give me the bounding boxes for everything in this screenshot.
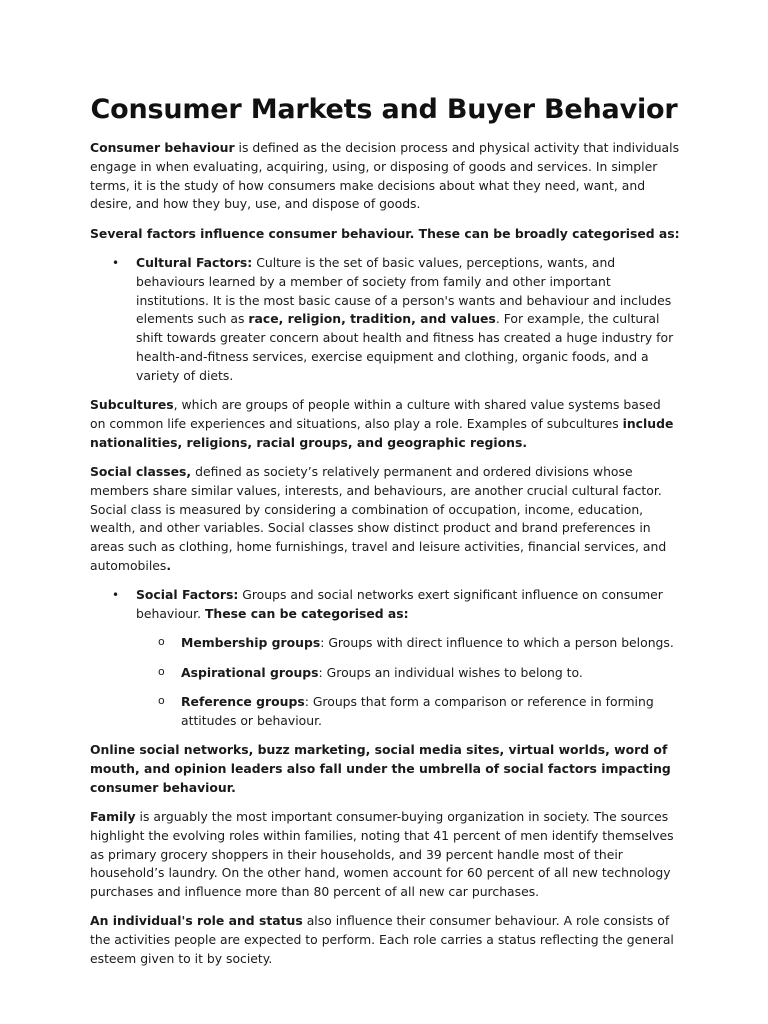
family-text: is arguably the most important consumer-buying organization in society. The sources highlight the evolving roles within families, noting that 41 percent of men identify themselves as primary grocery shoppers in their households, and 39 percent handle most of their household’s laundry. On the other hand, women account for 60 percent of all new technology purchases and influence more than 80 percent of all new car purchases. <box>90 808 674 900</box>
list-item-reference-groups <box>181 693 680 731</box>
subcultures-term: Subcultures <box>90 397 174 413</box>
subcultures-paragraph <box>90 396 680 452</box>
group-label: Membership groups <box>181 635 321 651</box>
family-paragraph <box>90 808 680 902</box>
social-classes-paragraph <box>90 463 680 576</box>
social-classes-text: defined as society’s relatively permanent and ordered divisions whose members share similar values, interests, and behaviours, are another crucial cultural factor. Social class is measured by considering a combination of occupation, income, education, wealth, and other variables. Social classes show distinct product and brand preferences in areas such as clothing, home furnishings, travel and leisure activities, financial services, and automobiles <box>90 463 667 573</box>
intro-paragraph <box>90 139 680 214</box>
group-text: : Groups an individual wishes to belong to. <box>318 664 583 680</box>
role-term: An individual's role and status <box>90 913 303 929</box>
role-text: also influence their consumer behaviour. A role consists of the activities people are expected to perform. Each role carries a status reflecting the general esteem given to it by society. <box>90 913 674 966</box>
intro-text: is defined as the decision process and physical activity that individuals engage in when evaluating, acquiring, using, or disposing of goods and services. In simpler terms, it is the study of how consumers make decisions about what they need, want, and desire, and how they buy, use, and dispose of goods. <box>90 140 680 212</box>
page-title: Consumer Markets and Buyer Behavior <box>90 94 678 125</box>
factors-heading: Several factors influence consumer behaviour. These can be broadly categorised as: <box>90 225 680 241</box>
social-text: Groups and social networks exert significant influence on consumer behaviour. <box>136 587 663 622</box>
social-classes-end: . <box>166 557 172 573</box>
subcultures-text: , which are groups of people within a culture with shared value systems based on common life experiences and situations, also play a role. Examples of subcultures <box>90 397 661 431</box>
list-item-membership-groups <box>181 634 680 653</box>
social-factors-list <box>90 586 680 730</box>
list-item-social-factors <box>136 586 680 730</box>
social-emphasis: These can be categorised as: <box>204 606 409 622</box>
group-text: : Groups that form a comparison or reference in forming attitudes or behaviour. <box>181 693 654 728</box>
social-classes-term: Social classes, <box>90 463 192 479</box>
family-term: Family <box>90 808 136 824</box>
list-item-cultural-factors <box>136 254 680 386</box>
list-item-aspirational-groups <box>181 664 680 683</box>
cultural-text-2: . For example, the cultural shift towards greater concern about health and fitness has created a huge industry for health-and-fitness services, exercise equipment and clothing, organic foods, and a variety of diets. <box>136 311 674 383</box>
group-label: Reference groups <box>181 693 305 709</box>
group-label: Aspirational groups <box>181 664 319 680</box>
group-types-list <box>136 634 680 730</box>
cultural-text-1: Culture is the set of basic values, perceptions, wants, and behaviours learned by a member of society from family and other important institutions. It is the most basic cause of a person's wants and behaviour and includes elements such as <box>136 254 672 327</box>
cultural-emphasis: race, religion, tradition, and values <box>248 311 496 327</box>
cultural-label: Cultural Factors: <box>136 254 253 270</box>
subcultures-emphasis: include nationalities, religions, racial groups, and geographic regions. <box>90 415 674 450</box>
cultural-factors-list <box>90 254 680 386</box>
social-label: Social Factors: <box>136 587 239 603</box>
role-status-paragraph <box>90 912 680 968</box>
intro-term: Consumer behaviour <box>90 140 235 155</box>
online-social-note: Online social networks, buzz marketing, social media sites, virtual worlds, word of mouth, and opinion leaders also fall under the umbrella of social factors impacting consumer behaviour. <box>90 742 671 795</box>
group-text: : Groups with direct influence to which a person belongs. <box>320 635 674 651</box>
document-body <box>90 139 680 979</box>
